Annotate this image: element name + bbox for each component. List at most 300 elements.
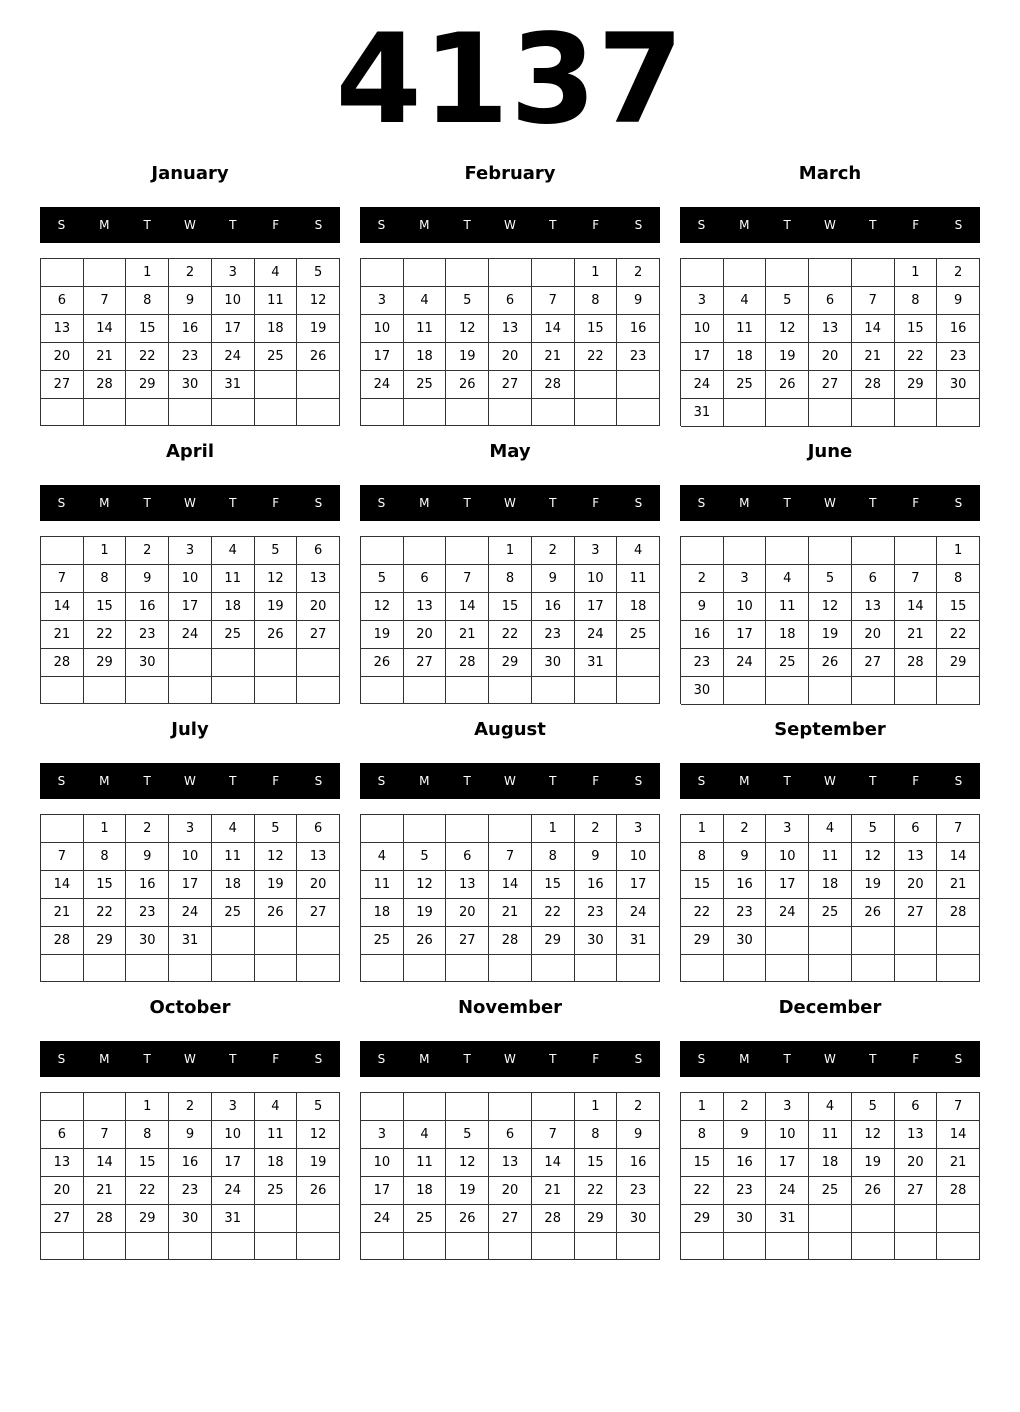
day-cell[interactable]: 9 [724,1121,767,1149]
day-cell[interactable]: 28 [852,371,895,399]
day-cell[interactable]: 13 [852,593,895,621]
day-cell[interactable]: 12 [297,1121,340,1149]
day-cell[interactable]: 29 [575,1205,618,1233]
day-cell[interactable]: 12 [297,287,340,315]
day-cell[interactable]: 5 [297,259,340,287]
day-cell[interactable]: 8 [681,843,724,871]
day-cell[interactable]: 24 [169,621,212,649]
day-cell[interactable]: 12 [446,315,489,343]
day-cell[interactable]: 21 [895,621,938,649]
day-cell[interactable]: 14 [532,1149,575,1177]
day-cell[interactable]: 27 [446,927,489,955]
day-cell[interactable]: 5 [446,1121,489,1149]
day-cell[interactable]: 31 [575,649,618,677]
day-cell[interactable]: 16 [126,871,169,899]
day-cell[interactable]: 19 [297,1149,340,1177]
day-cell[interactable]: 25 [212,899,255,927]
day-cell[interactable]: 21 [446,621,489,649]
day-cell[interactable]: 9 [937,287,980,315]
day-cell[interactable]: 23 [681,649,724,677]
day-cell[interactable]: 9 [126,565,169,593]
day-cell[interactable]: 25 [255,1177,298,1205]
day-cell[interactable]: 10 [575,565,618,593]
day-cell[interactable]: 14 [84,1149,127,1177]
day-cell[interactable]: 18 [255,1149,298,1177]
day-cell[interactable]: 5 [255,537,298,565]
day-cell[interactable]: 26 [446,1205,489,1233]
day-cell[interactable]: 21 [937,1149,980,1177]
day-cell[interactable]: 23 [724,899,767,927]
day-cell[interactable]: 24 [361,371,404,399]
day-cell[interactable]: 17 [681,343,724,371]
day-cell[interactable]: 23 [617,343,660,371]
day-cell[interactable]: 14 [937,1121,980,1149]
day-cell[interactable]: 17 [724,621,767,649]
day-cell[interactable]: 15 [681,1149,724,1177]
day-cell[interactable]: 2 [169,259,212,287]
day-cell[interactable]: 29 [126,371,169,399]
day-cell[interactable]: 15 [84,593,127,621]
day-cell[interactable]: 4 [809,1093,852,1121]
day-cell[interactable]: 16 [724,871,767,899]
day-cell[interactable]: 10 [212,1121,255,1149]
day-cell[interactable]: 10 [212,287,255,315]
day-cell[interactable]: 20 [809,343,852,371]
day-cell[interactable]: 11 [809,843,852,871]
day-cell[interactable]: 14 [41,871,84,899]
day-cell[interactable]: 23 [617,1177,660,1205]
day-cell[interactable]: 14 [852,315,895,343]
day-cell[interactable]: 8 [84,565,127,593]
day-cell[interactable]: 16 [617,315,660,343]
day-cell[interactable]: 4 [809,815,852,843]
day-cell[interactable]: 13 [404,593,447,621]
day-cell[interactable]: 8 [489,565,532,593]
day-cell[interactable]: 17 [617,871,660,899]
day-cell[interactable]: 15 [84,871,127,899]
day-cell[interactable]: 22 [126,343,169,371]
day-cell[interactable]: 22 [84,899,127,927]
day-cell[interactable]: 13 [895,1121,938,1149]
day-cell[interactable]: 26 [766,371,809,399]
day-cell[interactable]: 4 [404,287,447,315]
day-cell[interactable]: 16 [681,621,724,649]
day-cell[interactable]: 5 [852,1093,895,1121]
day-cell[interactable]: 4 [724,287,767,315]
day-cell[interactable]: 1 [681,1093,724,1121]
day-cell[interactable]: 1 [489,537,532,565]
day-cell[interactable]: 12 [255,565,298,593]
day-cell[interactable]: 17 [212,315,255,343]
day-cell[interactable]: 3 [361,1121,404,1149]
day-cell[interactable]: 29 [937,649,980,677]
day-cell[interactable]: 17 [169,871,212,899]
day-cell[interactable]: 10 [766,1121,809,1149]
day-cell[interactable]: 2 [126,537,169,565]
day-cell[interactable]: 16 [575,871,618,899]
day-cell[interactable]: 30 [169,371,212,399]
day-cell[interactable]: 18 [617,593,660,621]
day-cell[interactable]: 12 [255,843,298,871]
day-cell[interactable]: 14 [489,871,532,899]
day-cell[interactable]: 2 [575,815,618,843]
day-cell[interactable]: 29 [532,927,575,955]
day-cell[interactable]: 18 [212,871,255,899]
day-cell[interactable]: 19 [446,1177,489,1205]
day-cell[interactable]: 19 [852,871,895,899]
day-cell[interactable]: 25 [361,927,404,955]
day-cell[interactable]: 12 [404,871,447,899]
day-cell[interactable]: 6 [895,815,938,843]
day-cell[interactable]: 11 [361,871,404,899]
day-cell[interactable]: 14 [895,593,938,621]
day-cell[interactable]: 13 [41,1149,84,1177]
day-cell[interactable]: 9 [532,565,575,593]
day-cell[interactable]: 3 [361,287,404,315]
day-cell[interactable]: 27 [297,621,340,649]
day-cell[interactable]: 4 [255,1093,298,1121]
day-cell[interactable]: 6 [404,565,447,593]
day-cell[interactable]: 2 [532,537,575,565]
day-cell[interactable]: 25 [724,371,767,399]
day-cell[interactable]: 6 [489,1121,532,1149]
day-cell[interactable]: 15 [575,1149,618,1177]
day-cell[interactable]: 6 [41,1121,84,1149]
day-cell[interactable]: 17 [361,1177,404,1205]
day-cell[interactable]: 8 [937,565,980,593]
day-cell[interactable]: 29 [895,371,938,399]
day-cell[interactable]: 2 [681,565,724,593]
day-cell[interactable]: 24 [361,1205,404,1233]
day-cell[interactable]: 30 [617,1205,660,1233]
day-cell[interactable]: 31 [212,371,255,399]
day-cell[interactable]: 19 [766,343,809,371]
day-cell[interactable]: 12 [852,1121,895,1149]
day-cell[interactable]: 15 [937,593,980,621]
day-cell[interactable]: 28 [937,899,980,927]
day-cell[interactable]: 10 [361,1149,404,1177]
day-cell[interactable]: 5 [809,565,852,593]
day-cell[interactable]: 12 [766,315,809,343]
day-cell[interactable]: 20 [297,593,340,621]
day-cell[interactable]: 24 [681,371,724,399]
day-cell[interactable]: 15 [575,315,618,343]
day-cell[interactable]: 7 [532,287,575,315]
day-cell[interactable]: 18 [766,621,809,649]
day-cell[interactable]: 12 [852,843,895,871]
day-cell[interactable]: 6 [852,565,895,593]
day-cell[interactable]: 26 [297,1177,340,1205]
day-cell[interactable]: 7 [532,1121,575,1149]
day-cell[interactable]: 9 [681,593,724,621]
day-cell[interactable]: 11 [404,1149,447,1177]
day-cell[interactable]: 7 [852,287,895,315]
day-cell[interactable]: 14 [41,593,84,621]
day-cell[interactable]: 17 [212,1149,255,1177]
day-cell[interactable]: 15 [126,1149,169,1177]
day-cell[interactable]: 23 [169,1177,212,1205]
day-cell[interactable]: 12 [446,1149,489,1177]
day-cell[interactable]: 3 [212,259,255,287]
day-cell[interactable]: 21 [41,621,84,649]
day-cell[interactable]: 2 [724,1093,767,1121]
day-cell[interactable]: 20 [404,621,447,649]
day-cell[interactable]: 27 [809,371,852,399]
day-cell[interactable]: 11 [809,1121,852,1149]
day-cell[interactable]: 15 [895,315,938,343]
day-cell[interactable]: 19 [255,593,298,621]
day-cell[interactable]: 4 [766,565,809,593]
day-cell[interactable]: 17 [766,1149,809,1177]
day-cell[interactable]: 20 [852,621,895,649]
day-cell[interactable]: 9 [724,843,767,871]
day-cell[interactable]: 10 [724,593,767,621]
day-cell[interactable]: 20 [895,1149,938,1177]
day-cell[interactable]: 24 [575,621,618,649]
day-cell[interactable]: 7 [84,287,127,315]
day-cell[interactable]: 22 [489,621,532,649]
day-cell[interactable]: 28 [489,927,532,955]
day-cell[interactable]: 25 [212,621,255,649]
day-cell[interactable]: 17 [169,593,212,621]
day-cell[interactable]: 31 [169,927,212,955]
day-cell[interactable]: 30 [937,371,980,399]
day-cell[interactable]: 26 [852,1177,895,1205]
day-cell[interactable]: 31 [212,1205,255,1233]
day-cell[interactable]: 11 [212,565,255,593]
day-cell[interactable]: 8 [575,1121,618,1149]
day-cell[interactable]: 24 [766,1177,809,1205]
day-cell[interactable]: 4 [212,537,255,565]
day-cell[interactable]: 18 [212,593,255,621]
day-cell[interactable]: 3 [724,565,767,593]
day-cell[interactable]: 25 [809,899,852,927]
day-cell[interactable]: 22 [681,1177,724,1205]
day-cell[interactable]: 1 [575,1093,618,1121]
day-cell[interactable]: 6 [297,537,340,565]
day-cell[interactable]: 19 [255,871,298,899]
day-cell[interactable]: 17 [361,343,404,371]
day-cell[interactable]: 24 [212,343,255,371]
day-cell[interactable]: 22 [84,621,127,649]
day-cell[interactable]: 15 [126,315,169,343]
day-cell[interactable]: 23 [169,343,212,371]
day-cell[interactable]: 21 [489,899,532,927]
day-cell[interactable]: 24 [169,899,212,927]
day-cell[interactable]: 1 [681,815,724,843]
day-cell[interactable]: 23 [126,621,169,649]
day-cell[interactable]: 18 [404,1177,447,1205]
day-cell[interactable]: 29 [681,1205,724,1233]
day-cell[interactable]: 1 [937,537,980,565]
day-cell[interactable]: 6 [489,287,532,315]
day-cell[interactable]: 9 [169,1121,212,1149]
day-cell[interactable]: 1 [532,815,575,843]
day-cell[interactable]: 11 [617,565,660,593]
day-cell[interactable]: 9 [575,843,618,871]
day-cell[interactable]: 23 [575,899,618,927]
day-cell[interactable]: 22 [937,621,980,649]
day-cell[interactable]: 3 [169,537,212,565]
day-cell[interactable]: 5 [446,287,489,315]
day-cell[interactable]: 9 [617,287,660,315]
day-cell[interactable]: 10 [766,843,809,871]
day-cell[interactable]: 18 [404,343,447,371]
day-cell[interactable]: 21 [532,1177,575,1205]
day-cell[interactable]: 2 [937,259,980,287]
day-cell[interactable]: 19 [404,899,447,927]
day-cell[interactable]: 9 [169,287,212,315]
day-cell[interactable]: 21 [41,899,84,927]
day-cell[interactable]: 7 [84,1121,127,1149]
day-cell[interactable]: 25 [766,649,809,677]
day-cell[interactable]: 30 [126,649,169,677]
day-cell[interactable]: 8 [84,843,127,871]
day-cell[interactable]: 5 [766,287,809,315]
day-cell[interactable]: 24 [724,649,767,677]
day-cell[interactable]: 29 [681,927,724,955]
day-cell[interactable]: 11 [766,593,809,621]
day-cell[interactable]: 28 [84,1205,127,1233]
day-cell[interactable]: 8 [681,1121,724,1149]
day-cell[interactable]: 10 [617,843,660,871]
day-cell[interactable]: 3 [169,815,212,843]
day-cell[interactable]: 16 [617,1149,660,1177]
day-cell[interactable]: 27 [489,1205,532,1233]
day-cell[interactable]: 30 [681,677,724,705]
day-cell[interactable]: 10 [681,315,724,343]
day-cell[interactable]: 26 [446,371,489,399]
day-cell[interactable]: 20 [41,343,84,371]
day-cell[interactable]: 2 [617,1093,660,1121]
day-cell[interactable]: 1 [84,537,127,565]
day-cell[interactable]: 13 [489,1149,532,1177]
day-cell[interactable]: 8 [532,843,575,871]
day-cell[interactable]: 18 [361,899,404,927]
day-cell[interactable]: 28 [41,649,84,677]
day-cell[interactable]: 5 [404,843,447,871]
day-cell[interactable]: 30 [724,927,767,955]
day-cell[interactable]: 13 [41,315,84,343]
day-cell[interactable]: 29 [489,649,532,677]
day-cell[interactable]: 2 [724,815,767,843]
day-cell[interactable]: 20 [489,343,532,371]
day-cell[interactable]: 21 [84,1177,127,1205]
day-cell[interactable]: 27 [852,649,895,677]
day-cell[interactable]: 28 [446,649,489,677]
day-cell[interactable]: 29 [84,649,127,677]
day-cell[interactable]: 19 [361,621,404,649]
day-cell[interactable]: 18 [809,1149,852,1177]
day-cell[interactable]: 5 [297,1093,340,1121]
day-cell[interactable]: 28 [937,1177,980,1205]
day-cell[interactable]: 25 [809,1177,852,1205]
day-cell[interactable]: 5 [361,565,404,593]
day-cell[interactable]: 25 [404,1205,447,1233]
day-cell[interactable]: 1 [575,259,618,287]
day-cell[interactable]: 23 [724,1177,767,1205]
day-cell[interactable]: 29 [84,927,127,955]
day-cell[interactable]: 10 [169,565,212,593]
day-cell[interactable]: 23 [937,343,980,371]
day-cell[interactable]: 19 [446,343,489,371]
day-cell[interactable]: 4 [404,1121,447,1149]
day-cell[interactable]: 31 [766,1205,809,1233]
day-cell[interactable]: 9 [617,1121,660,1149]
day-cell[interactable]: 26 [255,899,298,927]
day-cell[interactable]: 20 [297,871,340,899]
day-cell[interactable]: 16 [169,1149,212,1177]
day-cell[interactable]: 11 [255,287,298,315]
day-cell[interactable]: 30 [724,1205,767,1233]
day-cell[interactable]: 7 [937,1093,980,1121]
day-cell[interactable]: 16 [532,593,575,621]
day-cell[interactable]: 2 [169,1093,212,1121]
day-cell[interactable]: 7 [41,565,84,593]
day-cell[interactable]: 11 [724,315,767,343]
day-cell[interactable]: 25 [255,343,298,371]
day-cell[interactable]: 27 [41,1205,84,1233]
day-cell[interactable]: 1 [895,259,938,287]
day-cell[interactable]: 30 [575,927,618,955]
day-cell[interactable]: 12 [809,593,852,621]
day-cell[interactable]: 15 [532,871,575,899]
day-cell[interactable]: 20 [895,871,938,899]
day-cell[interactable]: 3 [212,1093,255,1121]
day-cell[interactable]: 7 [446,565,489,593]
day-cell[interactable]: 27 [41,371,84,399]
day-cell[interactable]: 21 [84,343,127,371]
day-cell[interactable]: 26 [852,899,895,927]
day-cell[interactable]: 8 [575,287,618,315]
day-cell[interactable]: 9 [126,843,169,871]
day-cell[interactable]: 23 [126,899,169,927]
day-cell[interactable]: 27 [404,649,447,677]
day-cell[interactable]: 3 [766,815,809,843]
day-cell[interactable]: 10 [169,843,212,871]
day-cell[interactable]: 24 [212,1177,255,1205]
day-cell[interactable]: 6 [895,1093,938,1121]
day-cell[interactable]: 22 [126,1177,169,1205]
day-cell[interactable]: 11 [212,843,255,871]
day-cell[interactable]: 25 [617,621,660,649]
day-cell[interactable]: 7 [41,843,84,871]
day-cell[interactable]: 16 [126,593,169,621]
day-cell[interactable]: 16 [169,315,212,343]
day-cell[interactable]: 3 [575,537,618,565]
day-cell[interactable]: 28 [532,371,575,399]
day-cell[interactable]: 26 [255,621,298,649]
day-cell[interactable]: 13 [446,871,489,899]
day-cell[interactable]: 4 [212,815,255,843]
day-cell[interactable]: 28 [41,927,84,955]
day-cell[interactable]: 5 [255,815,298,843]
day-cell[interactable]: 1 [126,259,169,287]
day-cell[interactable]: 6 [297,815,340,843]
day-cell[interactable]: 8 [895,287,938,315]
day-cell[interactable]: 3 [766,1093,809,1121]
day-cell[interactable]: 6 [809,287,852,315]
day-cell[interactable]: 27 [489,371,532,399]
day-cell[interactable]: 27 [297,899,340,927]
day-cell[interactable]: 19 [297,315,340,343]
day-cell[interactable]: 27 [895,899,938,927]
day-cell[interactable]: 11 [255,1121,298,1149]
day-cell[interactable]: 21 [532,343,575,371]
day-cell[interactable]: 18 [809,871,852,899]
day-cell[interactable]: 26 [297,343,340,371]
day-cell[interactable]: 30 [169,1205,212,1233]
